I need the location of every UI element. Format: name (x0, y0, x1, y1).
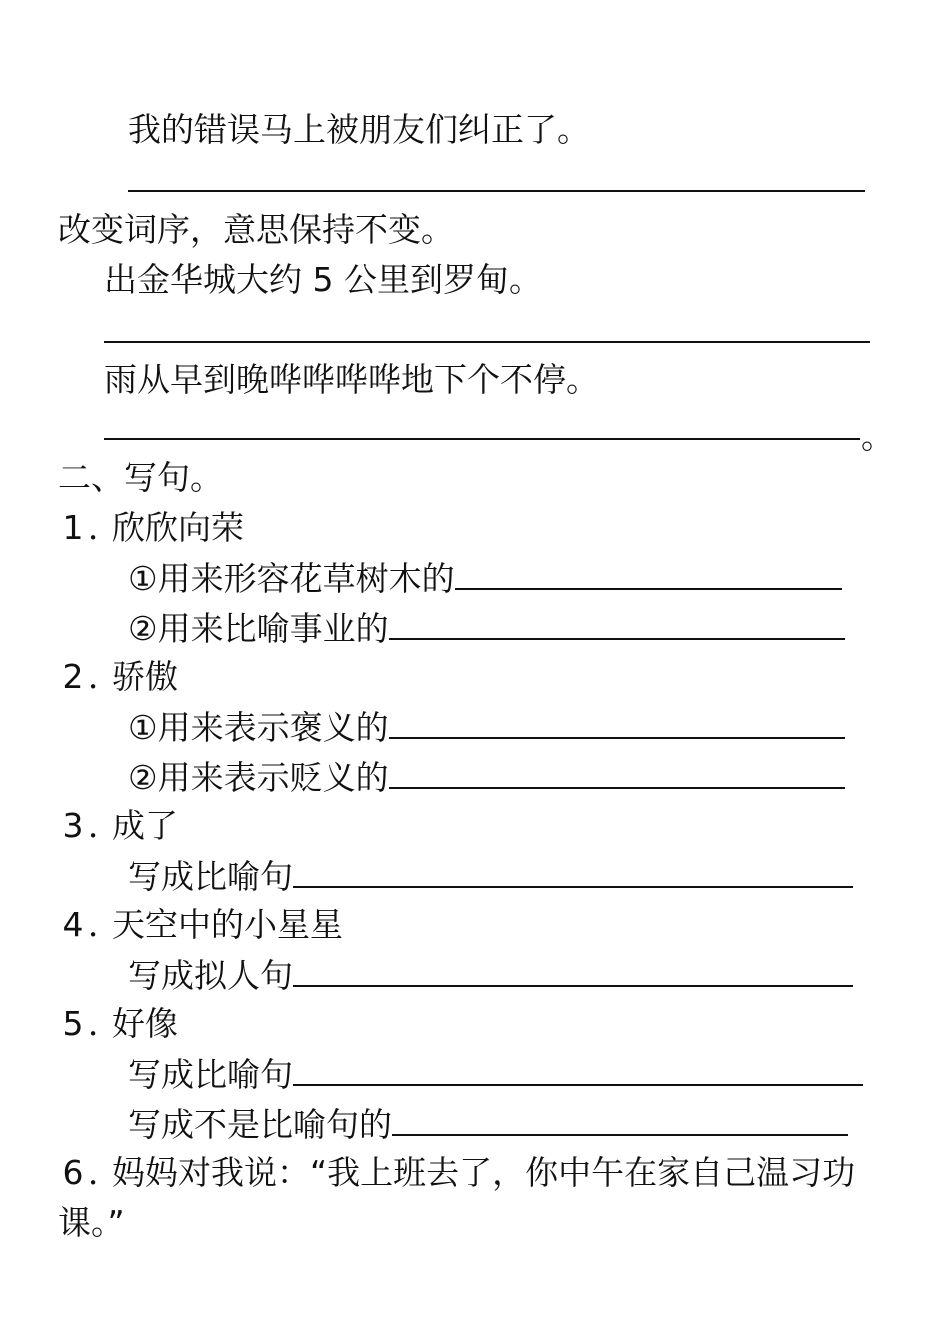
prompt-label: 写成比喻句 (128, 857, 293, 896)
item-dot: ． (88, 1153, 121, 1192)
item-word: 天空中的小星星 (112, 905, 343, 944)
item-number: 4 (62, 905, 84, 944)
item-dot: ． (88, 905, 121, 944)
item-word: 骄傲 (112, 657, 178, 696)
prompt-label: ②用来比喻事业的 (128, 609, 389, 648)
answer-blank[interactable] (293, 856, 853, 888)
item-dot: ． (88, 1004, 121, 1043)
item-number: 5 (62, 1004, 84, 1043)
answer-blank[interactable] (392, 1104, 848, 1136)
answer-blank[interactable] (455, 558, 842, 590)
answer-blank-1[interactable] (128, 190, 865, 192)
prompt-line (128, 707, 845, 748)
prompt-label: ①用来形容花草树木的 (128, 559, 455, 598)
prompt-label: ②用来表示贬义的 (128, 758, 389, 797)
item-number: 2 (62, 657, 84, 696)
item-number: 3 (62, 806, 84, 845)
sentence-2: 出金华城大约 5 公里到罗甸。 (104, 260, 542, 299)
prompt-line (128, 856, 853, 897)
answer-blank-3[interactable] (104, 438, 860, 440)
item-dot: ． (88, 657, 121, 696)
prompt-line (128, 955, 853, 996)
prompt-line (128, 757, 845, 798)
item-number: 1 (62, 508, 84, 547)
section-title: 二、写句。 (58, 458, 223, 497)
sentence-3: 雨从早到晚哗哗哗哗地下个不停。 (104, 360, 599, 399)
item-heading (58, 508, 244, 548)
item-dot: ． (88, 806, 121, 845)
prompt-line (128, 558, 842, 599)
answer-blank-2[interactable] (104, 341, 870, 343)
item-heading (58, 657, 178, 697)
item-heading (58, 1004, 178, 1044)
sentence-1: 我的错误马上被朋友们纠正了。 (128, 110, 590, 149)
item-continuation: 课。” (58, 1203, 125, 1242)
prompt-line (128, 608, 845, 649)
item-word: 成了 (112, 806, 178, 845)
prompt-line (128, 1104, 848, 1145)
prompt-label: 写成比喻句 (128, 1055, 293, 1094)
item-heading (58, 806, 178, 846)
item-word: 欣欣向荣 (112, 508, 244, 547)
item-dot: ． (88, 508, 121, 547)
answer-blank[interactable] (389, 608, 845, 640)
instruction-reorder: 改变词序，意思保持不变。 (58, 210, 454, 249)
answer-blank[interactable] (389, 757, 845, 789)
prompt-label: ①用来表示褒义的 (128, 708, 389, 747)
item-number: 6 (62, 1153, 84, 1192)
prompt-label: 写成拟人句 (128, 956, 293, 995)
item-word: 好像 (112, 1004, 178, 1043)
item-word: 妈妈对我说：“我上班去了，你中午在家自己温习功 (112, 1153, 856, 1192)
prompt-line (128, 1054, 863, 1095)
end-period: 。 (861, 417, 894, 456)
item-heading (58, 1153, 855, 1193)
answer-blank[interactable] (389, 707, 845, 739)
prompt-label: 写成不是比喻句的 (128, 1105, 392, 1144)
answer-blank[interactable] (293, 955, 853, 987)
answer-blank[interactable] (293, 1054, 863, 1086)
item-heading (58, 905, 343, 945)
